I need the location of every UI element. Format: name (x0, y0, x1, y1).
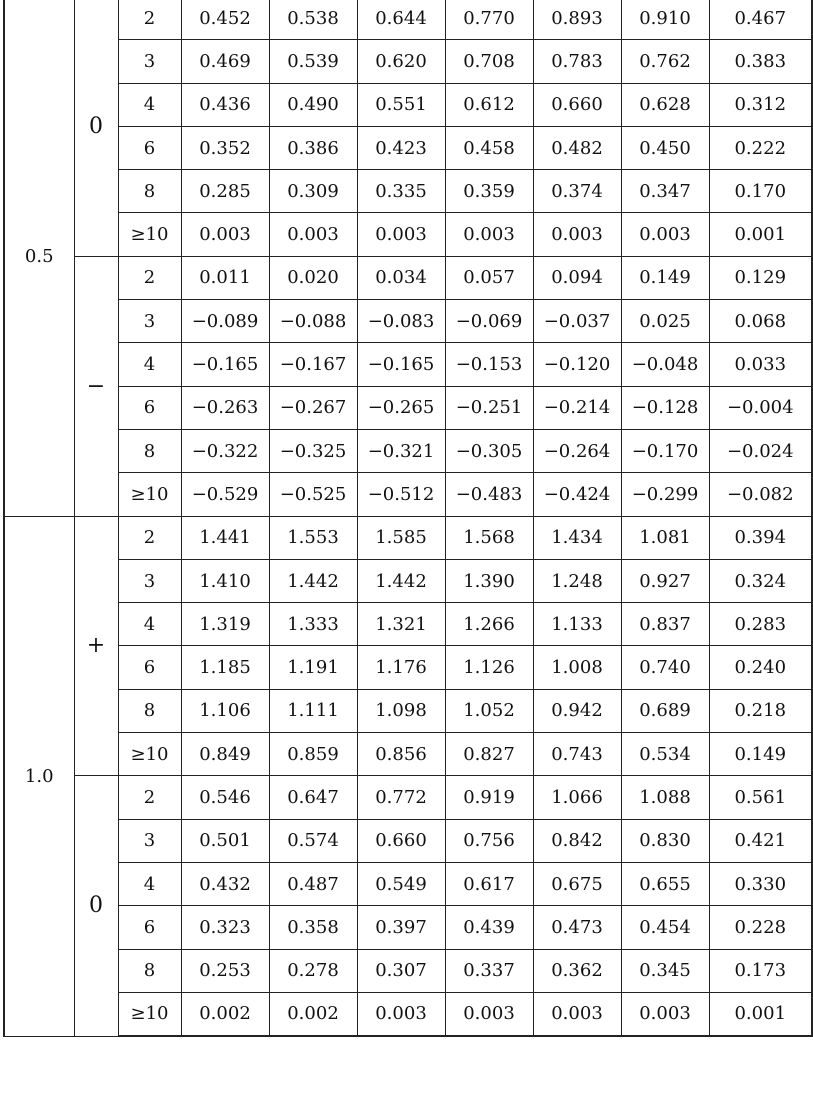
value-cell: 0.347 (621, 170, 709, 213)
value-cell: 0.551 (357, 83, 445, 126)
value-cell: 0.501 (181, 819, 269, 862)
value-cell: 0.487 (269, 862, 357, 905)
value-cell: 1.442 (269, 559, 357, 602)
value-cell: 1.133 (533, 603, 621, 646)
value-cell: 0.253 (181, 949, 269, 992)
value-cell: 0.003 (533, 992, 621, 1036)
value-cell: 0.068 (709, 300, 812, 343)
n-cell: ≥10 (118, 992, 181, 1036)
n-cell: 6 (118, 906, 181, 949)
n-cell: 8 (118, 689, 181, 732)
value-cell: 0.546 (181, 776, 269, 819)
value-cell: 0.359 (445, 170, 533, 213)
table-row (4, 256, 812, 299)
table-row (4, 300, 812, 343)
n-cell: 8 (118, 170, 181, 213)
n-cell: 6 (118, 646, 181, 689)
value-cell: 0.859 (269, 733, 357, 776)
table-row (4, 473, 812, 516)
value-cell: −0.305 (445, 429, 533, 472)
value-cell: 1.266 (445, 603, 533, 646)
value-cell: −0.048 (621, 343, 709, 386)
value-cell: 1.568 (445, 516, 533, 559)
value-cell: 0.173 (709, 949, 812, 992)
value-cell: 0.454 (621, 906, 709, 949)
value-cell: 0.352 (181, 126, 269, 169)
value-cell: −0.088 (269, 300, 357, 343)
value-cell: −0.153 (445, 343, 533, 386)
table-row (4, 559, 812, 602)
alpha-cell: 0.5 (4, 0, 74, 516)
table-row (4, 689, 812, 732)
n-cell: 8 (118, 949, 181, 992)
table-row (4, 386, 812, 429)
value-cell: 0.660 (357, 819, 445, 862)
n-cell: 3 (118, 819, 181, 862)
value-cell: 0.309 (269, 170, 357, 213)
value-cell: 0.856 (357, 733, 445, 776)
table-row (4, 603, 812, 646)
value-cell: 0.149 (709, 733, 812, 776)
n-cell: ≥10 (118, 473, 181, 516)
value-cell: 0.307 (357, 949, 445, 992)
value-cell: −0.167 (269, 343, 357, 386)
value-cell: −0.024 (709, 429, 812, 472)
value-cell: 0.003 (357, 992, 445, 1036)
value-cell: 0.708 (445, 40, 533, 83)
value-cell: 0.534 (621, 733, 709, 776)
value-cell: 0.893 (533, 0, 621, 40)
value-cell: 0.574 (269, 819, 357, 862)
value-cell: 0.394 (709, 516, 812, 559)
value-cell: 0.324 (709, 559, 812, 602)
value-cell: −0.037 (533, 300, 621, 343)
value-cell: 0.689 (621, 689, 709, 732)
value-cell: 0.129 (709, 256, 812, 299)
value-cell: 0.222 (709, 126, 812, 169)
value-cell: 0.386 (269, 126, 357, 169)
value-cell: 1.081 (621, 516, 709, 559)
sign-cell: − (74, 256, 118, 516)
table-row (4, 906, 812, 949)
n-cell: 6 (118, 126, 181, 169)
value-cell: 1.434 (533, 516, 621, 559)
value-cell: 0.003 (621, 992, 709, 1036)
value-cell: 0.002 (269, 992, 357, 1036)
table-row (4, 862, 812, 905)
table-row (4, 170, 812, 213)
value-cell: −0.321 (357, 429, 445, 472)
value-cell: 0.397 (357, 906, 445, 949)
value-cell: 0.003 (621, 213, 709, 256)
n-cell: ≥10 (118, 213, 181, 256)
value-cell: 1.176 (357, 646, 445, 689)
value-cell: −0.120 (533, 343, 621, 386)
value-cell: 0.783 (533, 40, 621, 83)
value-cell: 0.770 (445, 0, 533, 40)
value-cell: 0.323 (181, 906, 269, 949)
table-row (4, 776, 812, 819)
value-cell: 1.553 (269, 516, 357, 559)
n-cell: 3 (118, 300, 181, 343)
value-cell: 0.011 (181, 256, 269, 299)
value-cell: −0.525 (269, 473, 357, 516)
value-cell: 0.927 (621, 559, 709, 602)
value-cell: 0.149 (621, 256, 709, 299)
value-cell: 0.539 (269, 40, 357, 83)
value-cell: 1.126 (445, 646, 533, 689)
table-row (4, 992, 812, 1036)
table-row (4, 343, 812, 386)
value-cell: 0.628 (621, 83, 709, 126)
value-cell: 0.837 (621, 603, 709, 646)
value-cell: 0.561 (709, 776, 812, 819)
value-cell: 0.001 (709, 213, 812, 256)
value-cell: −0.082 (709, 473, 812, 516)
value-cell: −0.483 (445, 473, 533, 516)
n-cell: 4 (118, 603, 181, 646)
value-cell: 0.001 (709, 992, 812, 1036)
value-cell: 0.827 (445, 733, 533, 776)
value-cell: 0.762 (621, 40, 709, 83)
value-cell: −0.265 (357, 386, 445, 429)
value-cell: 1.585 (357, 516, 445, 559)
value-cell: 0.830 (621, 819, 709, 862)
n-cell: 4 (118, 343, 181, 386)
sign-cell: 0 (74, 776, 118, 1036)
value-cell: 0.033 (709, 343, 812, 386)
value-cell: 0.218 (709, 689, 812, 732)
value-cell: −0.165 (357, 343, 445, 386)
value-cell: 0.647 (269, 776, 357, 819)
n-cell: 4 (118, 83, 181, 126)
value-cell: 0.452 (181, 0, 269, 40)
value-cell: 1.319 (181, 603, 269, 646)
table-row (4, 83, 812, 126)
table-row (4, 0, 812, 40)
value-cell: 0.003 (445, 213, 533, 256)
value-cell: 1.248 (533, 559, 621, 602)
value-cell: 1.333 (269, 603, 357, 646)
value-cell: 1.410 (181, 559, 269, 602)
value-cell: 0.473 (533, 906, 621, 949)
value-cell: 0.003 (533, 213, 621, 256)
value-cell: 0.436 (181, 83, 269, 126)
alpha-cell: 1.0 (4, 516, 74, 1036)
n-cell: 2 (118, 256, 181, 299)
value-cell: 0.772 (357, 776, 445, 819)
n-cell: 3 (118, 40, 181, 83)
value-cell: 1.066 (533, 776, 621, 819)
value-cell: 0.335 (357, 170, 445, 213)
value-cell: −0.325 (269, 429, 357, 472)
value-cell: −0.004 (709, 386, 812, 429)
value-cell: −0.128 (621, 386, 709, 429)
n-cell: 2 (118, 0, 181, 40)
value-cell: −0.264 (533, 429, 621, 472)
value-cell: 0.025 (621, 300, 709, 343)
value-cell: 0.675 (533, 862, 621, 905)
value-cell: 0.660 (533, 83, 621, 126)
table-row (4, 819, 812, 862)
sign-cell: 0 (74, 0, 118, 256)
value-cell: −0.267 (269, 386, 357, 429)
value-cell: 0.617 (445, 862, 533, 905)
value-cell: 0.034 (357, 256, 445, 299)
value-cell: 0.439 (445, 906, 533, 949)
value-cell: 0.458 (445, 126, 533, 169)
value-cell: −0.089 (181, 300, 269, 343)
value-cell: 0.002 (181, 992, 269, 1036)
value-cell: −0.170 (621, 429, 709, 472)
sign-cell: + (74, 516, 118, 776)
value-cell: 0.337 (445, 949, 533, 992)
value-cell: 0.283 (709, 603, 812, 646)
table-row (4, 733, 812, 776)
table-row (4, 213, 812, 256)
value-cell: 0.003 (269, 213, 357, 256)
value-cell: 0.549 (357, 862, 445, 905)
value-cell: 1.441 (181, 516, 269, 559)
value-cell: 1.111 (269, 689, 357, 732)
value-cell: 1.106 (181, 689, 269, 732)
value-cell: −0.322 (181, 429, 269, 472)
value-cell: 0.383 (709, 40, 812, 83)
value-cell: 1.321 (357, 603, 445, 646)
value-cell: 0.538 (269, 0, 357, 40)
value-cell: 0.057 (445, 256, 533, 299)
table-row (4, 646, 812, 689)
value-cell: 0.655 (621, 862, 709, 905)
table-row (4, 40, 812, 83)
value-cell: −0.512 (357, 473, 445, 516)
value-cell: 0.228 (709, 906, 812, 949)
value-cell: 0.942 (533, 689, 621, 732)
n-cell: 8 (118, 429, 181, 472)
value-cell: −0.069 (445, 300, 533, 343)
value-cell: 0.490 (269, 83, 357, 126)
value-cell: 1.185 (181, 646, 269, 689)
value-cell: 0.740 (621, 646, 709, 689)
value-cell: 0.919 (445, 776, 533, 819)
value-cell: 0.374 (533, 170, 621, 213)
n-cell: 3 (118, 559, 181, 602)
value-cell: −0.424 (533, 473, 621, 516)
value-cell: 0.467 (709, 0, 812, 40)
n-cell: 2 (118, 776, 181, 819)
value-cell: 0.362 (533, 949, 621, 992)
n-cell: ≥10 (118, 733, 181, 776)
value-cell: 1.052 (445, 689, 533, 732)
value-cell: 0.240 (709, 646, 812, 689)
value-cell: 0.020 (269, 256, 357, 299)
value-cell: 0.432 (181, 862, 269, 905)
table-body (4, 0, 812, 1036)
value-cell: 0.345 (621, 949, 709, 992)
value-cell: −0.263 (181, 386, 269, 429)
value-cell: 0.278 (269, 949, 357, 992)
value-cell: 0.644 (357, 0, 445, 40)
value-cell: 1.088 (621, 776, 709, 819)
table-row (4, 126, 812, 169)
value-cell: 0.756 (445, 819, 533, 862)
table-row (4, 949, 812, 992)
value-cell: 1.442 (357, 559, 445, 602)
value-cell: −0.165 (181, 343, 269, 386)
n-cell: 4 (118, 862, 181, 905)
value-cell: 0.612 (445, 83, 533, 126)
table-row (4, 516, 812, 559)
value-cell: −0.529 (181, 473, 269, 516)
value-cell: 0.620 (357, 40, 445, 83)
value-cell: 0.849 (181, 733, 269, 776)
value-cell: 0.285 (181, 170, 269, 213)
value-cell: 0.094 (533, 256, 621, 299)
value-cell: −0.214 (533, 386, 621, 429)
value-cell: 0.910 (621, 0, 709, 40)
value-cell: 1.390 (445, 559, 533, 602)
value-cell: 0.003 (181, 213, 269, 256)
value-cell: 1.008 (533, 646, 621, 689)
value-cell: 0.330 (709, 862, 812, 905)
value-cell: 0.450 (621, 126, 709, 169)
value-cell: −0.251 (445, 386, 533, 429)
n-cell: 6 (118, 386, 181, 429)
value-cell: 0.170 (709, 170, 812, 213)
coefficient-table (3, 0, 813, 1037)
n-cell: 2 (118, 516, 181, 559)
value-cell: 0.003 (445, 992, 533, 1036)
value-cell: 0.743 (533, 733, 621, 776)
table-row (4, 429, 812, 472)
value-cell: −0.299 (621, 473, 709, 516)
value-cell: 1.098 (357, 689, 445, 732)
value-cell: 0.842 (533, 819, 621, 862)
value-cell: 0.358 (269, 906, 357, 949)
value-cell: 0.469 (181, 40, 269, 83)
value-cell: 1.191 (269, 646, 357, 689)
value-cell: 0.423 (357, 126, 445, 169)
value-cell: 0.312 (709, 83, 812, 126)
value-cell: 0.421 (709, 819, 812, 862)
value-cell: −0.083 (357, 300, 445, 343)
value-cell: 0.003 (357, 213, 445, 256)
value-cell: 0.482 (533, 126, 621, 169)
